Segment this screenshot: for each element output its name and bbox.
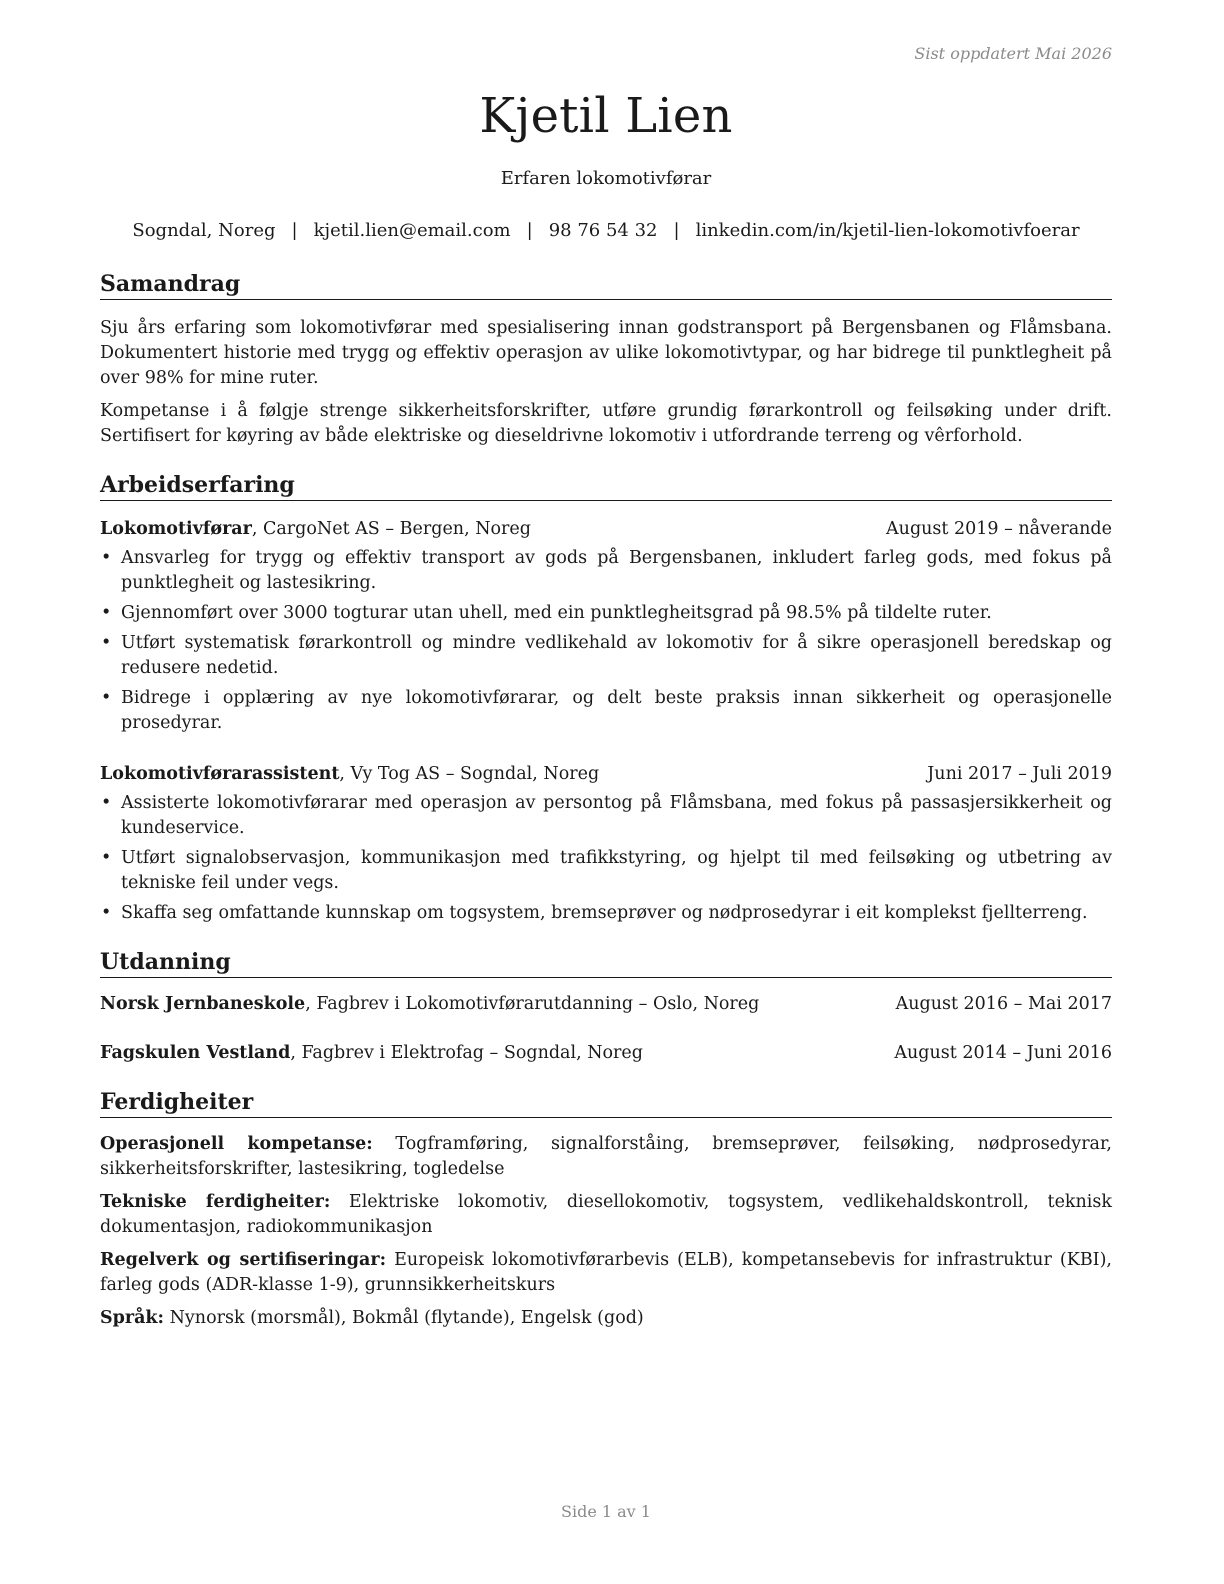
job-bullets (100, 791, 1112, 926)
bullet-item: • Utført signalobservasjon, kommunikasjon med trafikkstyring, og hjelpt til med feilsøking og utbetring av tekniske feil under vegs. (100, 846, 1112, 896)
job-header (100, 517, 1112, 542)
bullet-item: • Gjennomført over 3000 togturar utan uhell, med ein punktlegheitsgrad på 98.5% på tildelte ruter. (100, 601, 1112, 626)
summary-section (100, 270, 1112, 449)
skill-text: Togframføring, signalforståing, bremseprøver, feilsøking, nødprosedyrar, sikkerheitsforskrifter, lastesikring, togledelse (100, 1134, 1112, 1179)
section-heading-summary: Samandrag (100, 270, 1112, 300)
contact-line (100, 220, 1112, 241)
education-section (100, 948, 1112, 1066)
education-dates: August 2016 – Mai 2017 (895, 994, 1112, 1014)
bullet-item: • Bidrege i opplæring av nye lokomotivførarar, og delt beste praksis innan sikkerheit og operasjonelle prosedyrar. (100, 686, 1112, 736)
skill-row (100, 1306, 1112, 1331)
bullet-item: • Skaffa seg omfattande kunnskap om togsystem, bremseprøver og nødprosedyrar i eit komplekst fjellterreng. (100, 901, 1112, 926)
education-school: Norsk Jernbaneskole (100, 994, 306, 1014)
contact-separator: | (291, 220, 298, 241)
education-dates: August 2014 – Juni 2016 (894, 1043, 1112, 1063)
job-title: Erfaren lokomotivførar (500, 168, 712, 189)
education-title-line (100, 992, 759, 1017)
skill-text: Europeisk lokomotivførarbevis (ELB), kompetansebevis for infrastruktur (KBI), farleg gods (ADR-klasse 1-9), grunnsikkerheitskurs (100, 1250, 1112, 1295)
job-employer: , CargoNet AS – Bergen, Noreg (251, 519, 531, 539)
skill-label: Språk: (100, 1308, 165, 1328)
summary-body (100, 316, 1112, 449)
bullet-item: • Utført systematisk førarkontroll og mindre vedlikehald av lokomotiv for å sikre operasjonell beredskap og redusere nedetid. (100, 631, 1112, 681)
contact-email[interactable]: kjetil.lien@email.com (313, 220, 511, 241)
section-heading-skills: Ferdigheiter (100, 1088, 1112, 1118)
job-role: Lokomotivførarassistent (100, 764, 340, 784)
skill-label: Operasjonell kompetanse: (100, 1134, 373, 1154)
job-dates: Juni 2017 – Juli 2019 (927, 764, 1112, 784)
bullet-item: • Assisterte lokomotivførarar med operasjon av persontog på Flåmsbana, med fokus på passasjersikkerheit og kundeservice. (100, 791, 1112, 841)
contact-phone: 98 76 54 32 (548, 220, 658, 241)
job-bullets (100, 546, 1112, 736)
skill-text: Nynorsk (morsmål), Bokmål (flytande), Engelsk (god) (164, 1308, 644, 1328)
job-entry (100, 762, 1112, 926)
experience-section (100, 471, 1112, 926)
summary-paragraph: Kompetanse i å følgje strenge sikkerheitsforskrifter, utføre grundig førarkontroll og feilsøking under drift. Sertifisert for køyring av både elektriske og dieseldrivne lokomotiv i utfordrande terreng og vêrforhold. (100, 401, 1112, 446)
skill-row (100, 1190, 1112, 1240)
education-entry (100, 1041, 1112, 1066)
skill-text: Elektriske lokomotiv, diesellokomotiv, togsystem, vedlikehaldskontroll, teknisk dokumentasjon, radiokommunikasjon (100, 1192, 1112, 1237)
job-title-line (100, 517, 531, 542)
last-updated: Sist oppdatert Mai 2026 (914, 44, 1112, 63)
skill-label: Regelverk og sertifiseringar: (100, 1250, 387, 1270)
job-employer: , Vy Tog AS – Sogndal, Noreg (339, 764, 600, 784)
education-details: , Fagbrev i Elektrofag – Sogndal, Noreg (290, 1043, 643, 1063)
contact-separator: | (673, 220, 680, 241)
resume-content (100, 270, 1112, 1331)
section-heading-education: Utdanning (100, 948, 1112, 978)
skill-row (100, 1248, 1112, 1298)
education-school: Fagskulen Vestland (100, 1043, 291, 1063)
section-heading-experience: Arbeidserfaring (100, 471, 1112, 501)
resume-page (100, 0, 1112, 1584)
skills-section (100, 1088, 1112, 1331)
job-title-line (100, 762, 599, 787)
person-name: Kjetil Lien (479, 88, 733, 144)
job-role: Lokomotivførar (100, 519, 252, 539)
education-title-line (100, 1041, 643, 1066)
job-dates: August 2019 – nåverande (886, 519, 1112, 539)
page-number: Side 1 av 1 (561, 1502, 651, 1521)
summary-paragraph: Sju års erfaring som lokomotivførar med spesialisering innan godstransport på Bergensbanen og Flåmsbana. Dokumentert historie med trygg og effektiv operasjon av ulike lokomotivtypar, og har bidrege til punktlegheit på over 98% for mine ruter. (100, 318, 1112, 388)
contact-separator: | (526, 220, 533, 241)
education-details: , Fagbrev i Lokomotivførarutdanning – Oslo, Noreg (305, 994, 760, 1014)
skill-row (100, 1132, 1112, 1182)
job-header (100, 762, 1112, 787)
contact-location: Sogndal, Noreg (132, 220, 276, 241)
skill-label: Tekniske ferdigheiter: (100, 1192, 331, 1212)
job-entry (100, 517, 1112, 736)
contact-linkedin[interactable]: linkedin.com/in/kjetil-lien-lokomotivfoerar (695, 220, 1080, 241)
bullet-item: • Ansvarleg for trygg og effektiv transport av gods på Bergensbanen, inkludert farleg gods, med fokus på punktlegheit og lastesikring. (100, 546, 1112, 596)
education-entry (100, 992, 1112, 1017)
